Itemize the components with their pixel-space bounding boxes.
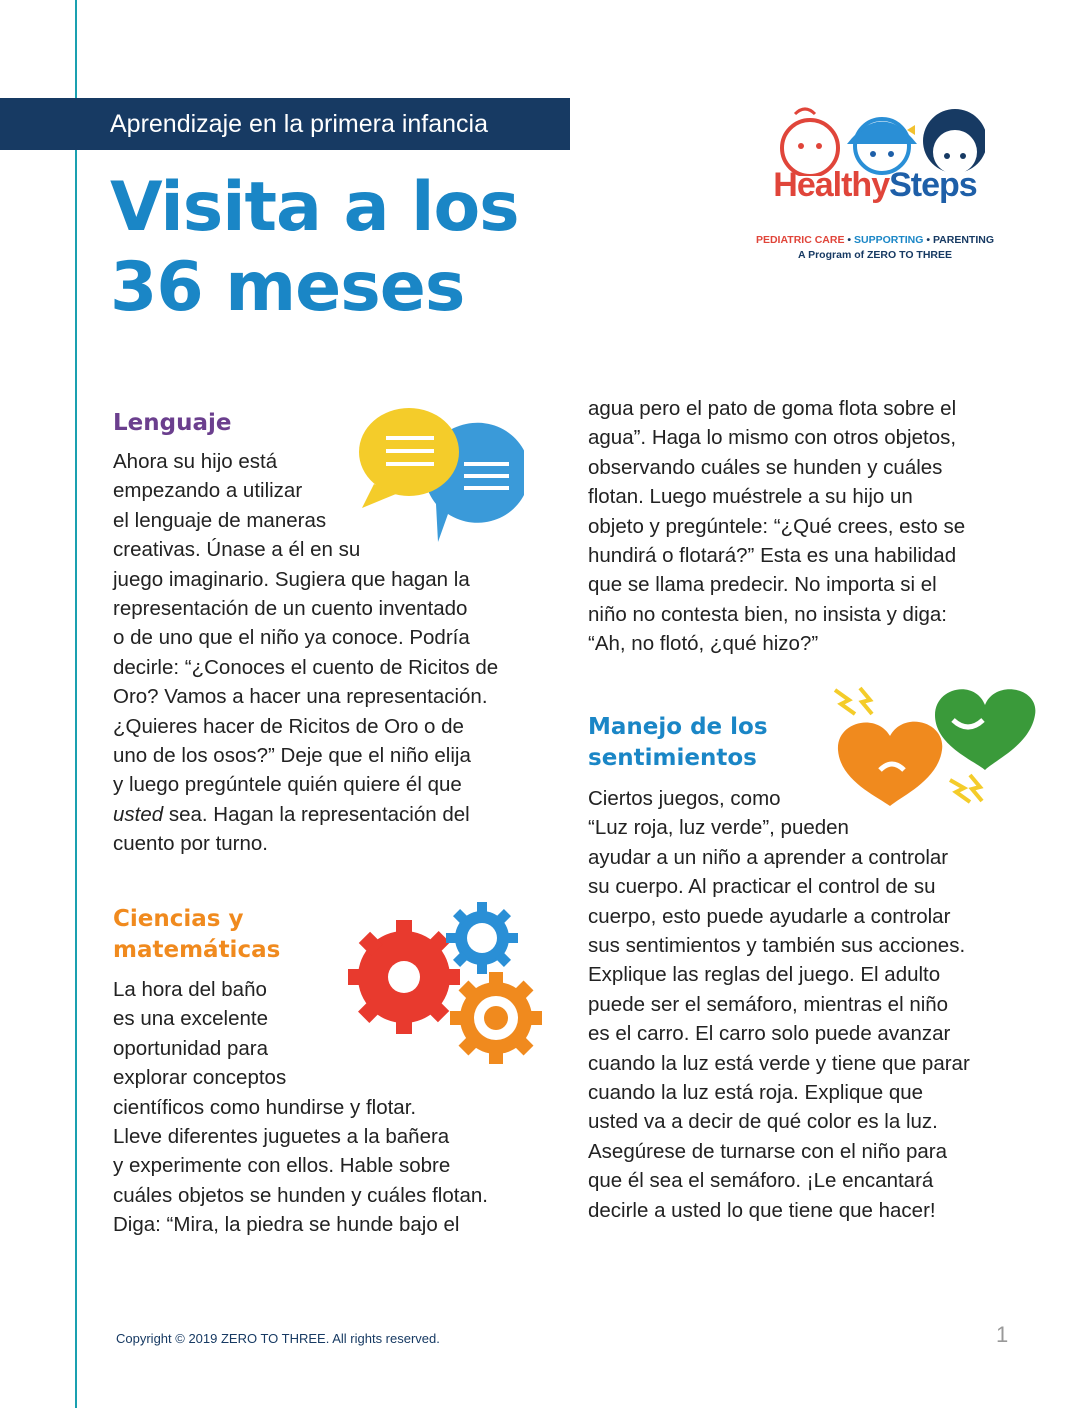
body-line: su cuerpo. Al practicar el control de su [588,875,936,899]
category-banner [0,98,570,150]
body-line: usted va a decir de qué color es la luz. [588,1110,938,1134]
body-line: juego imaginario. Sugiera que hagan la [113,567,470,591]
body-line: decirle a usted lo que tiene que hacer! [588,1198,936,1222]
body-line: Ciertos juegos, como [588,787,781,810]
body-line: Asegúrese de turnarse con el niño para [588,1139,947,1163]
body-line: cuento por turno. [113,832,268,856]
heading-line: Ciencias y [113,906,244,932]
left-margin-line [75,0,77,1408]
body-line: cuando la luz está verde y tiene que parar [588,1051,970,1075]
body-line-rest: sea. Hagan la representación del [163,802,470,826]
logo-tag-supporting: SUPPORTING [853,234,924,246]
body-line: agua pero el pato de goma flota sobre el [588,397,957,420]
footer-copyright: Copyright © 2019 ZERO TO THREE. All rights reserved. [116,1331,440,1346]
body-line: es una excelente [113,1007,269,1031]
body-line: que él sea el semáforo. ¡Le encantará [588,1169,934,1193]
body-line: “Ah, no flotó, ¿qué hizo?” [588,632,819,656]
page-title [110,168,519,328]
body-line: es el carro. El carro solo puede avanzar [588,1022,951,1046]
body-line: ayudar a un niño a aprender a controlar [588,845,949,869]
bullet-separator: • [926,234,931,246]
body-line: puede ser el semáforo, mientras el niño [588,992,949,1016]
body-line: uno de los osos?” Deje que el niño elija [113,744,471,768]
body-line: niño no contesta bien, no insista y diga: [588,602,947,626]
logo-tag-pediatric: PEDIATRIC CARE [755,234,845,246]
body-line: objeto y pregúntele: “¿Qué crees, esto se [588,514,966,538]
body-line: ¿Quieres hacer de Ricitos de Oro o de [113,714,464,738]
body-line: explorar conceptos [113,1066,287,1090]
logo-wordmark [740,166,1010,205]
section-heading-lenguaje: Lenguaje [113,410,232,436]
body-line: el lenguaje de maneras [113,508,327,532]
section-body-lenguaje [113,447,498,859]
heading-line: sentimientos [588,745,757,771]
category-banner-text: Aprendizaje en la primera infancia [110,110,488,138]
body-line: “Luz roja, luz verde”, pueden [588,816,849,840]
section-body-manejo [588,784,970,1225]
body-line: decirle: “¿Conoces el cuento de Ricitos de [113,655,499,679]
body-line: cuando la luz está roja. Explique que [588,1081,924,1105]
body-line: y luego pregúntele quién quiere él que [113,773,462,797]
section-heading-manejo [588,712,768,774]
logo-tag-parenting: PARENTING [932,234,995,246]
body-line: flotan. Luego muéstrele a su hijo un [588,485,913,509]
body-line: Oro? Vamos a hacer una representación. [113,685,488,709]
section-body-ciencias [113,975,488,1240]
bullet-separator: • [847,234,852,246]
body-line: hundirá o flotará?” Esta es una habilidad [588,544,957,568]
body-line: cuerpo, esto puede ayudarle a controlar [588,904,951,928]
page-title-line: Visita a los [110,168,519,247]
body-line: que se llama predecir. No importa si el [588,573,937,597]
body-line: agua”. Haga lo mismo con otros objetos, [588,426,957,450]
page-title-line: 36 meses [110,248,465,327]
heading-line: matemáticas [113,937,281,963]
healthysteps-logo [740,96,1010,266]
body-line: Ahora su hijo está [113,450,278,473]
heading-line: Manejo de los [588,714,768,740]
section-heading-ciencias [113,904,280,966]
body-line: oportunidad para [113,1036,269,1060]
body-line: y experimente con ellos. Hable sobre [113,1154,451,1178]
logo-name-steps: Steps [889,166,977,204]
body-line: sus sentimientos y también sus acciones. [588,934,966,958]
body-line: cuáles objetos se hunden y cuáles flotan. [113,1183,488,1207]
body-line: representación de un cuento inventado [113,597,468,621]
body-line: o de uno que el niño ya conoce. Podría [113,626,470,650]
logo-subtitle: A Program of ZERO TO THREE [797,249,952,261]
children-faces-icon [765,96,985,176]
section-body-ciencias-continued [588,394,965,659]
body-line: empezando a utilizar [113,479,303,503]
body-line: Lleve diferentes juguetes a la bañera [113,1125,450,1149]
body-line: creativas. Únase a él en su [113,538,361,562]
page-number: 1 [996,1322,1009,1347]
body-line: La hora del baño [113,978,267,1001]
body-line: científicos como hundirse y flotar. [113,1095,417,1119]
logo-tagline [740,234,1010,246]
emphasis-text: usted [113,802,164,826]
body-line: observando cuáles se hunden y cuáles [588,455,943,479]
body-line: Explique las reglas del juego. El adulto [588,963,941,987]
logo-name-healthy: Healthy [773,166,890,204]
body-line: Diga: “Mira, la piedra se hunde bajo el [113,1213,460,1237]
body-line [113,800,498,829]
